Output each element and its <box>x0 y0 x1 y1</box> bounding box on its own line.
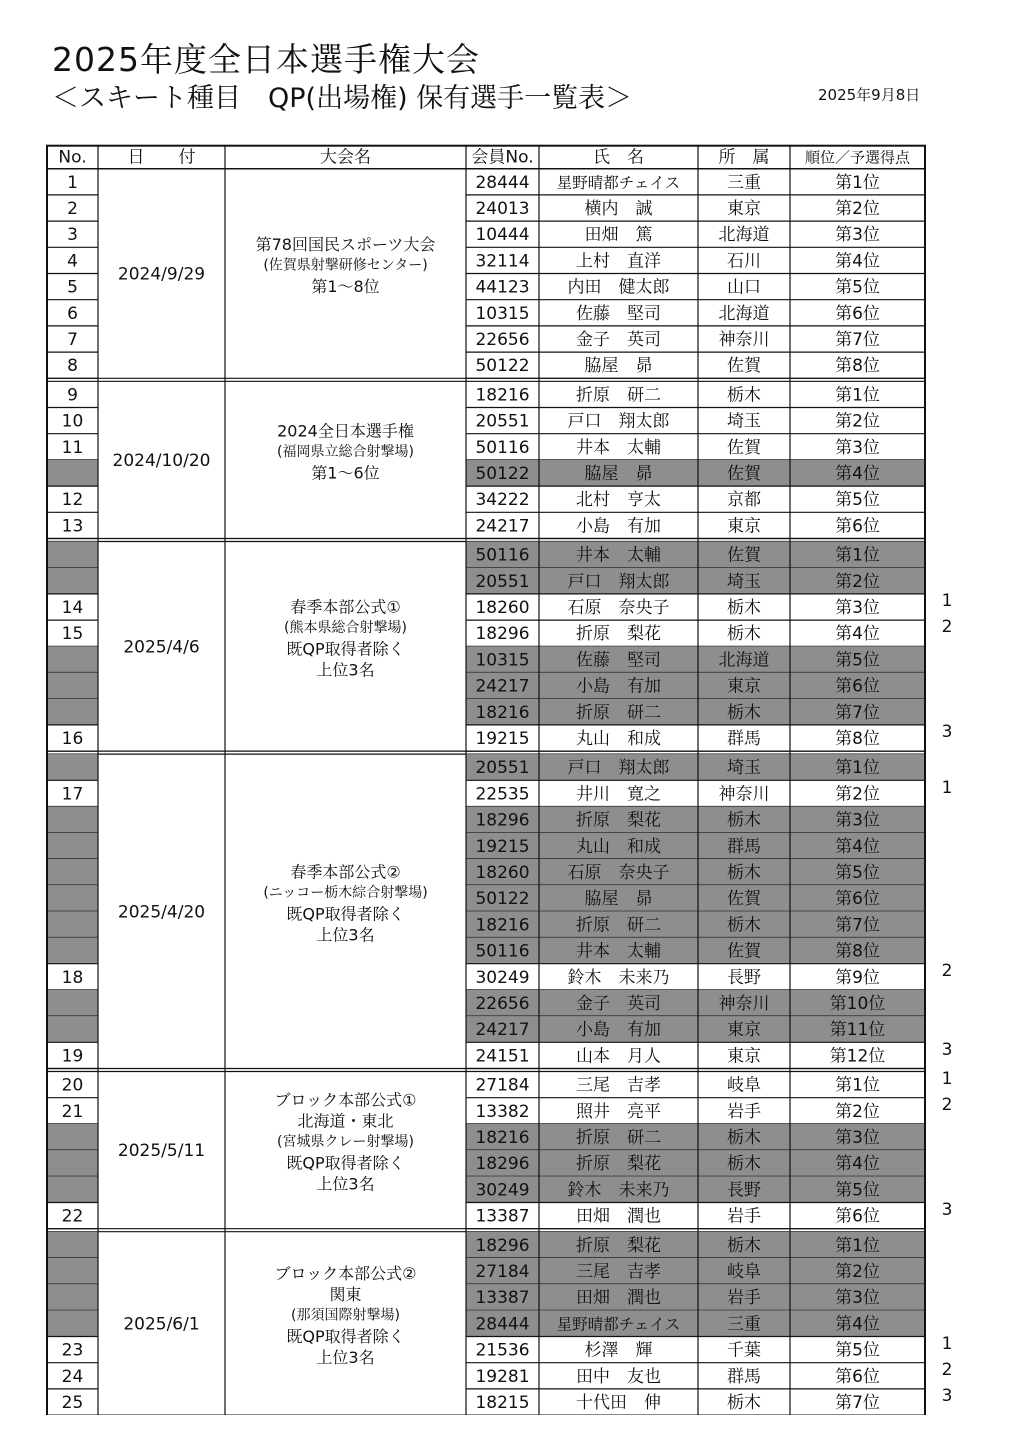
event-name-line: ブロック本部公式① <box>274 1090 417 1110</box>
shaded-no-cell <box>47 990 98 1016</box>
qualifying-order: 2 <box>941 961 953 981</box>
affiliation: 栃木 <box>727 1392 761 1413</box>
row-number: 7 <box>67 329 78 350</box>
athlete-name: 脇屋 昴 <box>584 463 653 484</box>
shaded-no-cell <box>47 699 98 725</box>
member-number: 18296 <box>475 624 530 645</box>
qualifying-order: 1 <box>941 1068 953 1089</box>
shaded-no-cell <box>47 1150 98 1176</box>
shaded-no-cell <box>47 460 98 486</box>
affiliation: 石川 <box>727 251 761 272</box>
athlete-name: 小島 有加 <box>576 1020 661 1041</box>
member-number: 28444 <box>475 1314 530 1335</box>
affiliation: 東京 <box>727 1046 761 1067</box>
event-name-line: (那須国際射撃場) <box>291 1307 400 1324</box>
qualifying-order: 3 <box>941 1039 953 1060</box>
affiliation: 栃木 <box>727 862 761 883</box>
athlete-name: 北村 亨太 <box>576 490 661 511</box>
member-number: 50116 <box>475 545 530 566</box>
shaded-no-cell <box>47 646 98 672</box>
rank: 第9位 <box>835 967 880 988</box>
event-name-line: 春季本部公式① <box>290 597 401 617</box>
member-number: 18296 <box>475 1154 530 1175</box>
qualifying-order: 3 <box>941 722 953 743</box>
row-number: 11 <box>61 437 84 458</box>
member-number: 18216 <box>475 1127 530 1148</box>
rank: 第6位 <box>835 1206 880 1227</box>
shaded-no-cell <box>47 1176 98 1202</box>
event-date: 2025/4/6 <box>123 637 200 658</box>
rank: 第5位 <box>835 650 880 671</box>
rank: 第1位 <box>835 758 880 779</box>
affiliation: 佐賀 <box>727 437 761 458</box>
rank: 第2位 <box>835 411 880 432</box>
rank: 第1位 <box>835 1075 880 1096</box>
member-number: 34222 <box>475 490 530 511</box>
affiliation: 山口 <box>727 277 761 298</box>
athlete-name: 丸山 和成 <box>576 836 661 857</box>
event-date: 2025/4/20 <box>117 902 206 923</box>
qualifying-order: 2 <box>941 1095 953 1115</box>
event-name-line: 関東 <box>329 1284 362 1304</box>
affiliation: 北海道 <box>718 225 770 246</box>
rank: 第11位 <box>829 1020 886 1041</box>
rank: 第4位 <box>835 624 880 645</box>
rank: 第2位 <box>835 571 880 592</box>
header-event: 大会名 <box>320 147 371 168</box>
member-number: 30249 <box>475 967 530 988</box>
shaded-no-cell <box>47 806 98 832</box>
affiliation: 神奈川 <box>718 993 770 1014</box>
affiliation: 千葉 <box>727 1340 761 1361</box>
row-number: 10 <box>61 411 84 432</box>
shaded-no-cell <box>47 859 98 885</box>
shaded-no-cell <box>47 672 98 698</box>
shaded-no-cell <box>47 911 98 937</box>
rank: 第7位 <box>835 702 880 723</box>
athlete-name: 脇屋 昴 <box>584 356 653 377</box>
affiliation: 栃木 <box>727 385 761 406</box>
rank: 第5位 <box>835 490 880 511</box>
athlete-name: 田畑 潤也 <box>576 1288 661 1309</box>
athlete-name: 石原 奈央子 <box>567 862 670 883</box>
rank: 第6位 <box>835 1366 880 1387</box>
athlete-name: 折原 梨花 <box>576 1235 661 1256</box>
affiliation: 北海道 <box>718 303 770 324</box>
athlete-name: 田中 友也 <box>576 1366 661 1387</box>
athlete-name: 上村 直洋 <box>576 251 661 272</box>
affiliation: 栃木 <box>727 597 761 618</box>
member-number: 24013 <box>475 198 530 219</box>
affiliation: 岩手 <box>727 1288 761 1309</box>
shaded-no-cell <box>47 885 98 911</box>
athlete-name: 折原 梨花 <box>576 624 661 645</box>
rank: 第5位 <box>835 277 880 298</box>
member-number: 20551 <box>475 411 530 432</box>
member-number: 19281 <box>475 1366 530 1387</box>
member-number: 27184 <box>475 1261 530 1282</box>
affiliation: 長野 <box>727 967 761 988</box>
member-number: 50122 <box>475 356 530 377</box>
affiliation: 栃木 <box>727 702 761 723</box>
athlete-name: 折原 梨花 <box>576 810 661 831</box>
rank: 第2位 <box>835 784 880 805</box>
rank: 第1位 <box>835 1235 880 1256</box>
event-name-line: ブロック本部公式② <box>274 1263 417 1283</box>
member-number: 24217 <box>475 676 530 697</box>
event-name-line: 既QP取得者除く <box>286 904 405 924</box>
athlete-name: 金子 英司 <box>576 329 661 350</box>
header-no: No. <box>58 147 87 168</box>
member-number: 50116 <box>475 437 530 458</box>
affiliation: 岩手 <box>727 1206 761 1227</box>
member-number: 22535 <box>475 784 530 805</box>
athlete-name: 田畑 潤也 <box>576 1206 661 1227</box>
affiliation: 神奈川 <box>718 784 770 805</box>
row-number: 15 <box>61 624 84 645</box>
event-name-line: 既QP取得者除く <box>286 1153 405 1173</box>
row-number: 1 <box>67 172 78 193</box>
member-number: 10315 <box>475 650 530 671</box>
row-number: 14 <box>61 597 84 618</box>
rank: 第3位 <box>835 810 880 831</box>
athlete-name: 丸山 和成 <box>576 728 661 749</box>
affiliation: 栃木 <box>727 1154 761 1175</box>
row-number: 21 <box>61 1101 84 1122</box>
rank: 第2位 <box>835 198 880 219</box>
member-number: 10315 <box>475 303 530 324</box>
row-number: 23 <box>61 1340 84 1361</box>
affiliation: 岩手 <box>727 1101 761 1122</box>
member-number: 13382 <box>475 1101 530 1122</box>
member-number: 18260 <box>475 597 530 618</box>
header-name: 氏 名 <box>593 147 644 168</box>
athlete-name: 戸口 翔太郎 <box>567 571 670 592</box>
member-number: 50122 <box>475 889 530 910</box>
athlete-name: 鈴木 未来乃 <box>567 1180 670 1201</box>
row-number: 4 <box>67 251 78 272</box>
shaded-no-cell <box>47 1016 98 1042</box>
member-number: 24151 <box>475 1046 530 1067</box>
row-number: 20 <box>61 1075 84 1096</box>
athlete-name: 田畑 篤 <box>584 225 653 246</box>
rank: 第6位 <box>835 889 880 910</box>
affiliation: 群馬 <box>727 1366 761 1387</box>
affiliation: 東京 <box>727 676 761 697</box>
affiliation: 埼玉 <box>727 411 761 432</box>
affiliation: 群馬 <box>727 836 761 857</box>
row-number: 8 <box>67 356 78 377</box>
member-number: 18296 <box>475 810 530 831</box>
event-name-line: (熊本県総合射撃場) <box>284 619 407 636</box>
shaded-no-cell <box>47 754 98 780</box>
member-number: 18296 <box>475 1235 530 1256</box>
rank: 第3位 <box>835 225 880 246</box>
member-number: 24217 <box>475 516 530 537</box>
rank: 第4位 <box>835 251 880 272</box>
affiliation: 佐賀 <box>727 941 761 962</box>
athlete-name: 鈴木 未来乃 <box>567 967 670 988</box>
event-name-line: (ニッコー栃木綜合射撃場) <box>263 884 428 901</box>
athlete-name: 照井 亮平 <box>576 1101 661 1122</box>
event-name-line: 春季本部公式② <box>290 862 401 882</box>
qualifying-order: 1 <box>941 777 953 798</box>
member-number: 20551 <box>475 571 530 592</box>
member-number: 50116 <box>475 941 530 962</box>
event-date: 2025/6/1 <box>123 1314 200 1335</box>
athlete-name: 折原 研二 <box>576 702 661 723</box>
athlete-name: 十代田 伸 <box>576 1392 661 1413</box>
qualifying-order: 1 <box>941 591 953 612</box>
affiliation: 佐賀 <box>727 463 761 484</box>
rank: 第8位 <box>835 941 880 962</box>
qp-holder-table <box>45 140 927 1413</box>
member-number: 19215 <box>475 728 530 749</box>
rank: 第6位 <box>835 516 880 537</box>
member-number: 22656 <box>475 329 530 350</box>
athlete-name: 石原 奈央子 <box>567 597 670 618</box>
rank: 第6位 <box>835 676 880 697</box>
affiliation: 東京 <box>727 516 761 537</box>
header-member-no: 会員No. <box>471 147 534 168</box>
athlete-name: 戸口 翔太郎 <box>567 758 670 779</box>
affiliation: 北海道 <box>718 650 770 671</box>
athlete-name: 三尾 吉孝 <box>576 1261 661 1282</box>
rank: 第7位 <box>835 915 880 936</box>
affiliation: 京都 <box>727 490 761 511</box>
event-name-line: 2024全日本選手権 <box>277 421 414 441</box>
rank: 第7位 <box>835 329 880 350</box>
event-name-line: (佐賀県射撃研修センター) <box>263 257 428 274</box>
member-number: 28444 <box>475 172 530 193</box>
athlete-name: 折原 研二 <box>576 385 661 406</box>
member-number: 13387 <box>475 1206 530 1227</box>
rank: 第1位 <box>835 545 880 566</box>
rank: 第12位 <box>829 1046 886 1067</box>
affiliation: 佐賀 <box>727 356 761 377</box>
member-number: 18216 <box>475 915 530 936</box>
rank: 第8位 <box>835 728 880 749</box>
document-subtitle: ＜スキート種目 QP(出場権) 保有選手一覧表＞ <box>52 83 633 114</box>
shaded-no-cell <box>47 1310 98 1336</box>
affiliation: 東京 <box>727 198 761 219</box>
athlete-name: 小島 有加 <box>576 516 661 537</box>
athlete-name: 戸口 翔太郎 <box>567 411 670 432</box>
shaded-no-cell <box>47 1284 98 1310</box>
affiliation: 岐阜 <box>727 1261 761 1282</box>
affiliation: 栃木 <box>727 810 761 831</box>
header-rank: 順位／予選得点 <box>804 148 911 167</box>
rank: 第6位 <box>835 303 880 324</box>
event-name-line: 第1～6位 <box>311 463 380 483</box>
affiliation: 東京 <box>727 1020 761 1041</box>
rank: 第3位 <box>835 1288 880 1309</box>
rank: 第5位 <box>835 862 880 883</box>
athlete-name: 折原 梨花 <box>576 1154 661 1175</box>
header-date: 日 付 <box>127 147 196 168</box>
rank: 第2位 <box>835 1261 880 1282</box>
athlete-name: 内田 健太郎 <box>567 277 670 298</box>
rank: 第3位 <box>835 597 880 618</box>
affiliation: 群馬 <box>727 728 761 749</box>
athlete-name: 脇屋 昴 <box>584 889 653 910</box>
qualifying-order: 2 <box>941 1360 953 1380</box>
affiliation: 栃木 <box>727 915 761 936</box>
affiliation: 栃木 <box>727 1127 761 1148</box>
member-number: 30249 <box>475 1180 530 1201</box>
rank: 第5位 <box>835 1340 880 1361</box>
member-number: 13387 <box>475 1288 530 1309</box>
row-number: 24 <box>61 1366 84 1387</box>
event-name-line: 既QP取得者除く <box>286 639 405 659</box>
row-number: 16 <box>61 728 84 749</box>
document-date: 2025年9月8日 <box>818 86 921 104</box>
member-number: 44123 <box>475 277 530 298</box>
athlete-name: 三尾 吉孝 <box>576 1075 661 1096</box>
event-name-line: (福岡県立総合射撃場) <box>277 443 414 460</box>
rank: 第8位 <box>835 356 880 377</box>
row-number: 18 <box>61 967 84 988</box>
rank: 第4位 <box>835 1154 880 1175</box>
member-number: 18215 <box>475 1392 530 1413</box>
event-name-line: 上位3名 <box>316 660 375 680</box>
rank: 第1位 <box>835 385 880 406</box>
athlete-name: 井本 太輔 <box>576 941 661 962</box>
shaded-no-cell <box>47 937 98 963</box>
row-number: 6 <box>67 303 78 324</box>
member-number: 21536 <box>475 1340 530 1361</box>
athlete-name: 小島 有加 <box>576 676 661 697</box>
athlete-name: 折原 研二 <box>576 915 661 936</box>
affiliation: 岐阜 <box>727 1075 761 1096</box>
row-number: 5 <box>67 277 78 298</box>
member-number: 32114 <box>475 251 530 272</box>
qualifying-order: 1 <box>941 1333 953 1354</box>
event-name-line: 上位3名 <box>316 925 375 945</box>
qualifying-order: 3 <box>941 1386 953 1407</box>
row-number: 17 <box>61 784 84 805</box>
athlete-name: 佐藤 堅司 <box>576 303 661 324</box>
shaded-no-cell <box>47 1232 98 1258</box>
athlete-name: 金子 英司 <box>576 993 661 1014</box>
row-number: 22 <box>61 1206 84 1227</box>
document-title: 2025年度全日本選手権大会 <box>52 40 480 79</box>
header-affiliation: 所 属 <box>718 147 770 168</box>
event-date: 2024/9/29 <box>117 264 206 285</box>
qualifying-order: 2 <box>941 617 953 638</box>
athlete-name: 星野晴都チェイス <box>556 173 681 192</box>
affiliation: 佐賀 <box>727 545 761 566</box>
rank: 第10位 <box>829 993 886 1014</box>
rank: 第3位 <box>835 437 880 458</box>
event-name-line: 上位3名 <box>316 1174 375 1194</box>
member-number: 24217 <box>475 1020 530 1041</box>
row-number: 2 <box>67 198 78 219</box>
athlete-name: 星野晴都チェイス <box>556 1315 681 1334</box>
event-name-line: 北海道・東北 <box>297 1111 394 1131</box>
rank: 第5位 <box>835 1180 880 1201</box>
affiliation: 三重 <box>727 1314 761 1335</box>
row-number: 25 <box>61 1392 84 1413</box>
event-date: 2025/5/11 <box>117 1141 206 1162</box>
shaded-no-cell <box>47 1124 98 1150</box>
member-number: 20551 <box>475 758 530 779</box>
affiliation: 長野 <box>727 1180 761 1201</box>
row-number: 19 <box>61 1046 84 1067</box>
row-number: 13 <box>61 516 84 537</box>
affiliation: 栃木 <box>727 624 761 645</box>
member-number: 19215 <box>475 836 530 857</box>
event-name-line: (宮城県クレー射撃場) <box>277 1134 414 1151</box>
affiliation: 埼玉 <box>727 758 761 779</box>
rank: 第4位 <box>835 463 880 484</box>
member-number: 18216 <box>475 385 530 406</box>
member-number: 27184 <box>475 1075 530 1096</box>
row-number: 3 <box>67 225 78 246</box>
athlete-name: 井川 寛之 <box>576 784 661 805</box>
athlete-name: 山本 月人 <box>576 1046 661 1067</box>
row-number: 9 <box>67 385 78 406</box>
athlete-name: 折原 研二 <box>576 1127 661 1148</box>
rank: 第3位 <box>835 1127 880 1148</box>
member-number: 18216 <box>475 702 530 723</box>
athlete-name: 井本 太輔 <box>576 437 661 458</box>
affiliation: 埼玉 <box>727 571 761 592</box>
event-name-line: 第78回国民スポーツ大会 <box>255 234 436 254</box>
row-number: 12 <box>61 490 84 511</box>
rank: 第2位 <box>835 1101 880 1122</box>
rank: 第4位 <box>835 836 880 857</box>
affiliation: 神奈川 <box>718 329 770 350</box>
event-name-line: 第1～8位 <box>311 276 380 296</box>
athlete-name: 井本 太輔 <box>576 545 661 566</box>
member-number: 22656 <box>475 993 530 1014</box>
shaded-no-cell <box>47 1258 98 1284</box>
rank: 第4位 <box>835 1314 880 1335</box>
event-name-line: 既QP取得者除く <box>286 1326 405 1346</box>
rank: 第1位 <box>835 172 880 193</box>
member-number: 10444 <box>475 225 530 246</box>
athlete-name: 杉澤 輝 <box>584 1340 653 1361</box>
qp-holder-table-grid <box>45 140 927 1415</box>
athlete-name: 佐藤 堅司 <box>576 650 661 671</box>
event-date: 2024/10/20 <box>112 450 211 471</box>
member-number: 18260 <box>475 862 530 883</box>
member-number: 50122 <box>475 463 530 484</box>
affiliation: 栃木 <box>727 1235 761 1256</box>
affiliation: 三重 <box>727 172 761 193</box>
event-name-line: 上位3名 <box>316 1347 375 1367</box>
affiliation: 佐賀 <box>727 889 761 910</box>
shaded-no-cell <box>47 568 98 594</box>
shaded-no-cell <box>47 833 98 859</box>
shaded-no-cell <box>47 541 98 567</box>
athlete-name: 横内 誠 <box>584 198 653 219</box>
qualifying-order: 3 <box>941 1199 953 1220</box>
rank: 第7位 <box>835 1392 880 1413</box>
